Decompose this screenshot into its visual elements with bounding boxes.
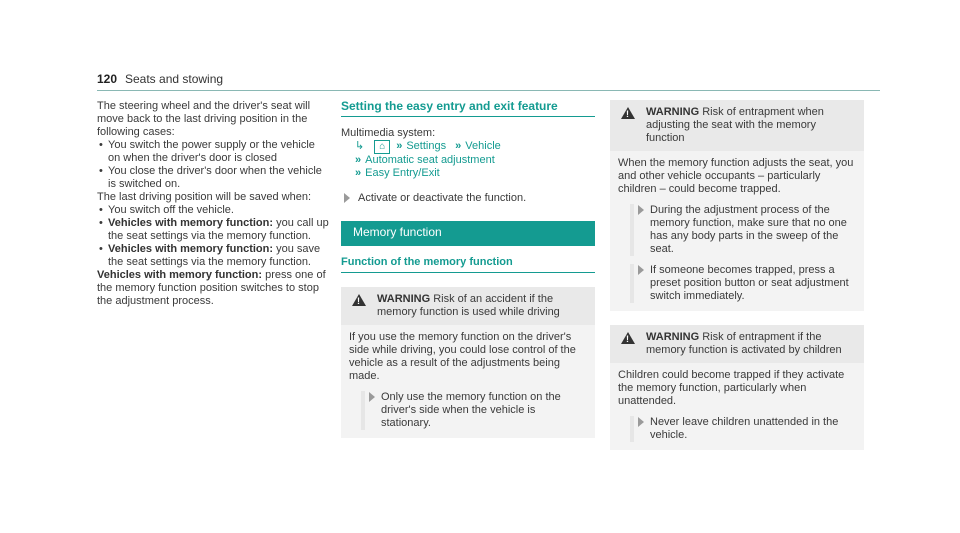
menu-item-vehicle[interactable]: Vehicle bbox=[465, 140, 501, 152]
list-item: • Vehicles with memory function: you save the seat settings via the memory function. bbox=[99, 243, 321, 268]
easy-entry-heading: Setting the easy entry and exit feature bbox=[341, 100, 595, 117]
list-item: • You switch off the vehicle. bbox=[99, 204, 234, 216]
action-arrow-icon bbox=[638, 417, 644, 427]
menu-item-easy-entry-exit[interactable]: Easy Entry/Exit bbox=[365, 167, 440, 179]
memory-function-subheading: Function of the memory function bbox=[341, 256, 595, 273]
warning-title: WARNING bbox=[377, 293, 431, 305]
menu-item-automatic-seat-adjustment[interactable]: Automatic seat adjustment bbox=[365, 154, 495, 166]
warning-body: When the memory function adjusts the seat, you and other vehicle occupants – particularly children – could become trapped. During the adjustment process of the memory function, make sure that no one has any body parts in the sweep of the seat. If someone becomes trapped, press a preset position button or seat adjustment switch immediately. bbox=[610, 151, 864, 311]
warning-body: If you use the memory function on the driver's side while driving, you could lose control of the vehicle as a result of the adjustments being made. Only use the memory function on the driver's side when the vehicle is stationary. bbox=[341, 325, 595, 438]
warning-box bbox=[341, 287, 595, 438]
menu-path-line-3 bbox=[341, 167, 595, 180]
intro-paragraph: The steering wheel and the driver's seat will move back to the last driving position in the following cases: bbox=[97, 100, 311, 138]
chevron-right-icon: » bbox=[355, 154, 360, 166]
menu-item-settings[interactable]: Settings bbox=[406, 140, 447, 152]
menu-path-line-1 bbox=[341, 140, 595, 154]
chevron-right-icon: » bbox=[396, 140, 401, 152]
page-header bbox=[97, 70, 880, 91]
column-left bbox=[97, 100, 329, 308]
bullet-icon: • bbox=[99, 204, 103, 216]
warning-title: WARNING bbox=[646, 331, 700, 343]
action-arrow-icon bbox=[344, 193, 350, 203]
memory-function-band: Memory function bbox=[341, 221, 595, 246]
column-right bbox=[610, 100, 864, 450]
cases-list bbox=[97, 139, 329, 191]
warning-header: ! WARNING Risk of entrapment if the memory function is activated by children bbox=[610, 325, 864, 363]
bullet-icon: • bbox=[99, 165, 103, 177]
warning-header: ! WARNING Risk of an accident if the memory function is used while driving bbox=[341, 287, 595, 325]
warning-box bbox=[610, 100, 864, 311]
bullet-icon: • bbox=[99, 243, 103, 255]
action-step: Activate or deactivate the function. bbox=[341, 192, 595, 205]
saved-list bbox=[97, 204, 329, 269]
list-item: • Vehicles with memory function: you call up the seat settings via the memory function. bbox=[99, 217, 329, 242]
home-icon[interactable]: ⌂ bbox=[374, 140, 390, 154]
bullet-icon: • bbox=[99, 139, 103, 151]
warning-body: Children could become trapped if they activate the memory function, particularly when unattended. Never leave children unattended in the vehicle. bbox=[610, 363, 864, 450]
column-middle bbox=[341, 100, 595, 438]
page-number: 120 bbox=[97, 72, 118, 86]
chevron-right-icon: » bbox=[455, 140, 460, 152]
final-paragraph: Vehicles with memory function: press one of the memory function position switches to stop the adjustment process. bbox=[97, 269, 326, 307]
warning-action: During the adjustment process of the memory function, make sure that no one has any body parts in the sweep of the seat. bbox=[630, 204, 856, 256]
warning-title: WARNING bbox=[646, 106, 700, 118]
enter-arrow-icon: ↳ bbox=[355, 140, 365, 152]
chevron-right-icon: » bbox=[355, 167, 360, 179]
list-item: • You switch the power supply or the vehicle on when the driver's door is closed bbox=[99, 139, 315, 164]
saved-intro: The last driving position will be saved when: bbox=[97, 191, 312, 203]
section-title: Seats and stowing bbox=[125, 72, 224, 86]
warning-box bbox=[610, 325, 864, 450]
bullet-icon: • bbox=[99, 217, 103, 229]
system-label: Multimedia system: bbox=[341, 127, 436, 139]
list-item: • You close the driver's door when the vehicle is switched on. bbox=[99, 165, 322, 190]
warning-action: If someone becomes trapped, press a preset position button or seat adjustment switch immediately. bbox=[630, 264, 856, 303]
action-arrow-icon bbox=[638, 265, 644, 275]
action-arrow-icon bbox=[638, 205, 644, 215]
action-arrow-icon bbox=[369, 392, 375, 402]
menu-path-line-2 bbox=[341, 154, 595, 167]
warning-action: Never leave children unattended in the vehicle. bbox=[630, 416, 856, 442]
warning-action: Only use the memory function on the driver's side when the vehicle is stationary. bbox=[361, 391, 587, 430]
warning-header: ! WARNING Risk of entrapment when adjusting the seat with the memory function bbox=[610, 100, 864, 151]
